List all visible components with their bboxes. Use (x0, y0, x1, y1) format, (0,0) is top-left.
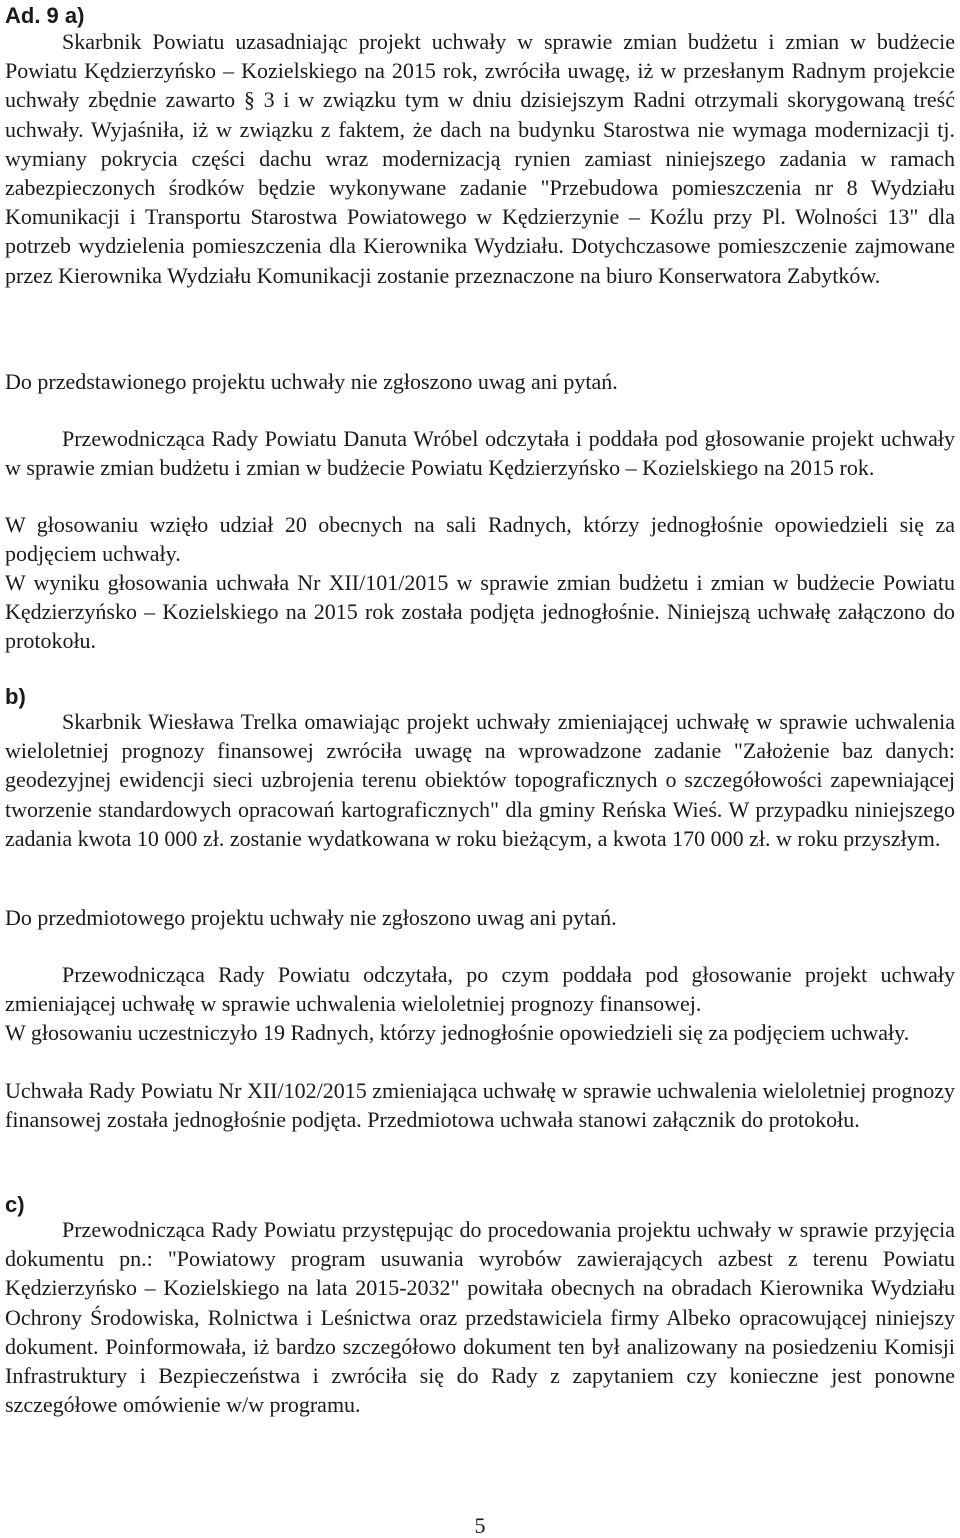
paragraph-a-vote-call: Przewodnicząca Rady Powiatu Danuta Wróbel odczytała i poddała pod głosowanie projekt uchwały w sprawie zmian budżetu i zmian w budżecie Powiatu Kędzierzyńsko – Kozielskiego na 2015 rok. (5, 426, 955, 481)
paragraph-b-explanation: Skarbnik Wiesława Trelka omawiając projekt uchwały zmieniającej uchwałę w sprawie uchwalenia wieloletniej prognozy finansowej zwróciła uwagę na wprowadzone zadanie "Założenie baz danych: geodezyjnej ewidencji sieci uzbrojenia terenu obiektów topograficznych o szczegółowości zapewniającej tworzenie standardowych opracowań kartograficznych" dla gminy Reńska Wieś. W przypadku niniejszego zadania kwota 10 000 zł. zostanie wydatkowana w roku bieżącym, a kwota 170 000 zł. w roku przyszłym. (5, 709, 955, 851)
section-b-label: b) (5, 684, 26, 709)
section-c-label: c) (5, 1192, 25, 1217)
paragraph-b-vote-participation: W głosowaniu uczestniczyło 19 Radnych, którzy jednogłośnie opowiedzieli się za podjęciem uchwały. (5, 1020, 910, 1045)
paragraph-a-vote-participation: W głosowaniu wzięło udział 20 obecnych na sali Radnych, którzy jednogłośnie opowiedzieli się za podjęciem uchwały. (5, 512, 955, 567)
paragraph-a-resolution-result: W wyniku głosowania uchwała Nr XII/101/2015 w sprawie zmian budżetu i zmian w budżecie Powiatu Kędzierzyńsko – Kozielskiego na 2015 rok została podjęta jednogłośnie. Niniejszą uchwałę załączono do protokołu. (5, 570, 955, 654)
paragraph-b-resolution-result: Uchwała Rady Powiatu Nr XII/102/2015 zmieniająca uchwałę w sprawie uchwalenia wieloletniej prognozy finansowej została jednogłośnie podjęta. Przedmiotowa uchwała stanowi załącznik do protokołu. (5, 1078, 955, 1133)
paragraph-b-vote-call: Przewodnicząca Rady Powiatu odczytała, po czym poddała pod głosowanie projekt uchwały zmieniającej uchwałę w sprawie uchwalenia wieloletniej prognozy finansowej. (5, 962, 955, 1017)
paragraph-c-explanation: Przewodnicząca Rady Powiatu przystępując do procedowania projektu uchwały w sprawie przyjęcia dokumentu pn.: "Powiatowy program usuwania wyrobów zawierających azbest z terenu Powiatu Kędzierzyńsko – Kozielskiego na lata 2015-2032" powitała obecnych na obradach Kierownika Wydziału Ochrony Środowiska, Rolnictwa i Leśnictwa oraz przedstawiciela firmy Albeko opracowującej niniejszy dokument. Poinformowała, iż bardzo szczegółowo dokument ten był analizowany na posiedzeniu Komisji Infrastruktury i Bezpieczeństwa i zwróciła się do Rady z zapytaniem czy konieczne jest ponowne szczegółowe omówienie w/w programu. (5, 1217, 955, 1418)
section-heading: Ad. 9 a) (5, 3, 85, 28)
paragraph-a-no-remarks: Do przedstawionego projektu uchwały nie zgłoszono uwag ani pytań. (5, 369, 618, 394)
page-number: 5 (474, 1513, 486, 1538)
paragraph-a-explanation: Skarbnik Powiatu uzasadniając projekt uchwały w sprawie zmian budżetu i zmian w budżecie Powiatu Kędzierzyńsko – Kozielskiego na 2015 rok, zwróciła uwagę, iż w przesłanym Radnym projekcie uchwały zbędnie zawarto § 3 i w związku tym w dniu dzisiejszym Radni otrzymali skorygowaną treść uchwały. Wyjaśniła, iż w związku z faktem, że dach na budynku Starostwa nie wymaga modernizacji tj. wymiany pokrycia części dachu wraz modernizacją rynien zamiast niniejszego zadania w ramach zabezpieczonych środków będzie wykonywane zadanie "Przebudowa pomieszczenia nr 8 Wydziału Komunikacji i Transportu Starostwa Powiatowego w Kędzierzynie – Koźlu przy Pl. Wolności 13" dla potrzeb wydzielenia pomieszczenia dla Kierownika Wydziału. Dotychczasowe pomieszczenie zajmowane przez Kierownika Wydziału Komunikacji zostanie przeznaczone na biuro Konserwatora Zabytków. (5, 29, 955, 288)
paragraph-b-no-remarks: Do przedmiotowego projektu uchwały nie zgłoszono uwag ani pytań. (5, 905, 617, 930)
